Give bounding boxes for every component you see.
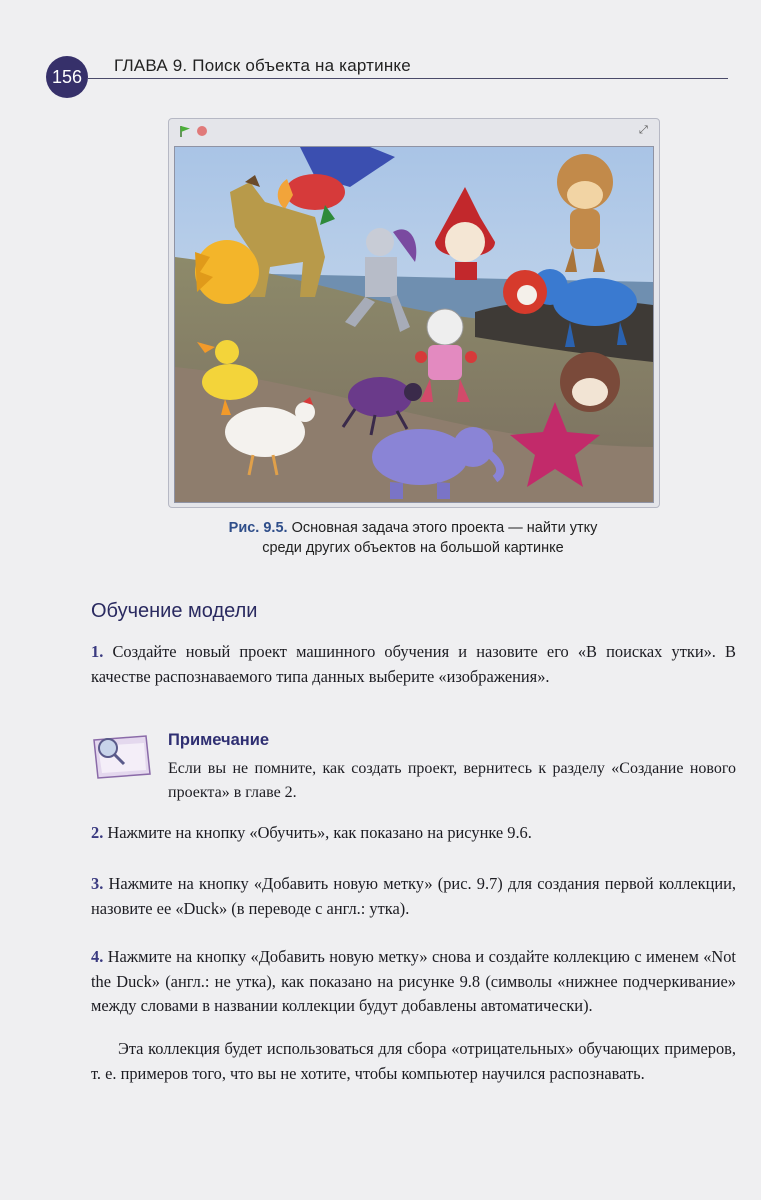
chapter-title: ГЛАВА 9. Поиск объекта на картинке [114, 56, 411, 75]
header-rule [88, 78, 728, 79]
step-text: Нажмите на кнопку «Добавить новую метку» снова и создайте коллекцию с именем «Not the Duck» (англ.: не утка), как показано на рисунке 9.8 (символы «нижнее подчеркивание» между словами в названии коллекции будут добавлены автоматически). [91, 947, 736, 1015]
caption-line-1: Основная задача этого проекта — найти утку [291, 520, 598, 536]
scene-image [174, 146, 654, 503]
figure-caption [168, 518, 658, 558]
section-heading: Обучение модели [91, 600, 258, 622]
step-number: 3. [91, 874, 104, 893]
red-robot-sprite [503, 270, 547, 314]
step-text: Нажмите на кнопку «Обучить», как показано на рисунке 9.6. [107, 823, 532, 842]
closing-paragraph: Эта коллекция будет использоваться для сбора «отрицательных» обучающих примеров, т. е. примеров того, что вы не хотите, чтобы компьютер научился распознавать. [91, 1039, 736, 1083]
step-number: 1. [91, 642, 104, 661]
step-4 [91, 945, 736, 1019]
step-text: Нажмите на кнопку «Добавить новую метку» (рис. 9.7) для создания первой коллекции, назовите ее «Duck» (в переводе с англ.: утка). [91, 874, 736, 918]
step-number: 4. [91, 947, 104, 966]
page-number: 156 [46, 56, 88, 98]
figure-label: Рис. 9.5. [228, 520, 288, 536]
step-3 [91, 872, 736, 921]
stop-icon[interactable] [197, 126, 207, 136]
scratch-stage [168, 118, 660, 508]
green-flag-icon[interactable] [179, 125, 191, 137]
note-body: Если вы не помните, как создать проект, вернитесь к разделу «Создание нового проекта» в главе 2. [168, 760, 736, 801]
step-1 [91, 640, 736, 689]
step-2 [91, 821, 736, 846]
magnifier-note-icon [88, 734, 154, 780]
caption-line-2: среди других объектов на большой картинке [262, 540, 564, 556]
step-text: Создайте новый проект машинного обучения и назовите его «В поисках утки». В качестве распознаваемого типа данных выберите «изображения». [91, 642, 736, 686]
fullscreen-icon[interactable]: ⤢ [639, 123, 648, 136]
step-number: 2. [91, 823, 104, 842]
sun-creature-sprite [195, 240, 259, 304]
brown-monkey-sprite [560, 352, 620, 412]
note-title: Примечание [168, 731, 270, 749]
